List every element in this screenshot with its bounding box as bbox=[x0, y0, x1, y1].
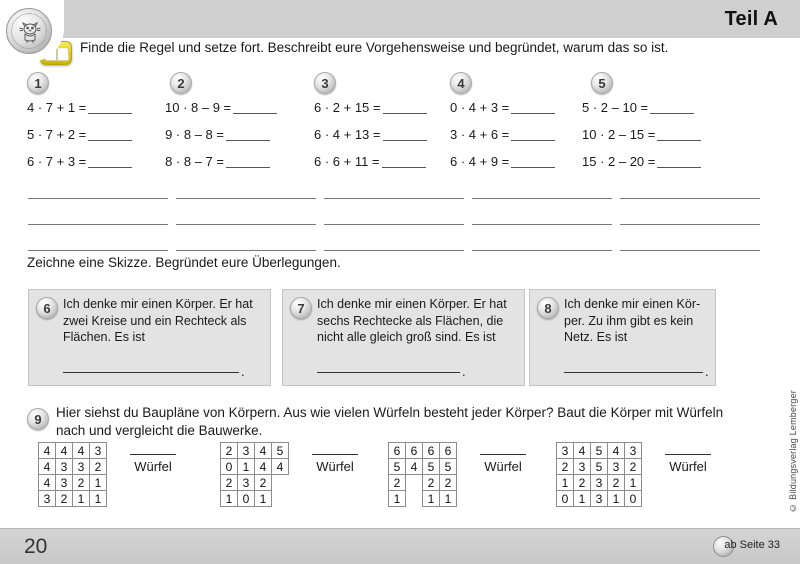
task-badge-9: 9 bbox=[27, 408, 49, 430]
grid-cell: 6 bbox=[389, 443, 406, 459]
task-badge: 3 bbox=[314, 72, 336, 94]
grid-cell: 4 bbox=[255, 459, 272, 475]
grid-cell: 1 bbox=[389, 491, 406, 507]
answer-blank[interactable] bbox=[233, 101, 277, 114]
writing-line[interactable] bbox=[472, 224, 612, 225]
writing-line[interactable] bbox=[472, 250, 612, 251]
answer-blank[interactable] bbox=[657, 155, 701, 168]
grid-cell: 2 bbox=[221, 443, 238, 459]
grid-cell-empty bbox=[272, 491, 289, 507]
grid-row bbox=[389, 443, 457, 459]
grid-row bbox=[221, 475, 289, 491]
page-title: Teil A bbox=[724, 8, 778, 30]
answer-blank[interactable] bbox=[511, 155, 555, 168]
grid-cell: 2 bbox=[255, 475, 272, 491]
cat-coin-logo-icon bbox=[6, 8, 52, 54]
skizze-instruction: Zeichne eine Skizze. Begründet eure Überlegungen. bbox=[27, 255, 341, 270]
grid-cell: 3 bbox=[56, 459, 73, 475]
grid-row bbox=[39, 491, 107, 507]
grid-cell: 2 bbox=[389, 475, 406, 491]
box-answer-blank[interactable] bbox=[63, 372, 239, 373]
bauplan-grid bbox=[220, 442, 289, 507]
grid-cell: 2 bbox=[608, 475, 625, 491]
grid-cell: 3 bbox=[608, 459, 625, 475]
equation: 9 · 8 – 8 = bbox=[165, 127, 270, 142]
grid-cell: 4 bbox=[39, 475, 56, 491]
task-badge: 5 bbox=[591, 72, 613, 94]
grid-row bbox=[557, 491, 642, 507]
box-badge: 7 bbox=[290, 297, 312, 319]
page-number: 20 bbox=[24, 535, 48, 558]
grid-cell: 6 bbox=[406, 443, 423, 459]
equation: 15 · 2 – 20 = bbox=[582, 154, 694, 169]
grid-row bbox=[39, 443, 107, 459]
answer-blank[interactable] bbox=[383, 101, 427, 114]
grid-cell: 3 bbox=[591, 475, 608, 491]
grid-cell: 4 bbox=[406, 459, 423, 475]
grid-cell: 1 bbox=[608, 491, 625, 507]
wuerfel-label: Würfel bbox=[484, 459, 522, 474]
bauplan-grid bbox=[38, 442, 107, 507]
grid-cell: 5 bbox=[591, 459, 608, 475]
writing-line[interactable] bbox=[28, 198, 168, 199]
box-period: . bbox=[462, 364, 466, 379]
wuerfel-answer-3 bbox=[472, 454, 534, 474]
grid-cell: 4 bbox=[39, 443, 56, 459]
answer-blank[interactable] bbox=[88, 128, 132, 141]
grid-cell: 2 bbox=[423, 475, 440, 491]
grid-cell-empty bbox=[406, 475, 423, 491]
task-badge: 4 bbox=[450, 72, 472, 94]
grid-row bbox=[389, 459, 457, 475]
equation: 10 · 8 – 9 = bbox=[165, 100, 270, 115]
grid-cell: 4 bbox=[272, 459, 289, 475]
writing-line[interactable] bbox=[176, 198, 316, 199]
grid-cell: 5 bbox=[272, 443, 289, 459]
grid-cell: 0 bbox=[221, 459, 238, 475]
grid-cell: 6 bbox=[440, 443, 457, 459]
equation: 6 · 2 + 15 = bbox=[314, 100, 414, 115]
body-box-6 bbox=[28, 289, 271, 386]
wuerfel-blank[interactable] bbox=[312, 454, 358, 455]
grid-cell: 1 bbox=[238, 459, 255, 475]
writing-line[interactable] bbox=[620, 224, 760, 225]
bauplan-group-4 bbox=[556, 442, 707, 507]
equation: 5 · 7 + 2 = bbox=[27, 127, 127, 142]
wuerfel-answer-2 bbox=[304, 454, 366, 474]
body-box-7 bbox=[282, 289, 525, 386]
grid-cell: 3 bbox=[557, 443, 574, 459]
answer-blank[interactable] bbox=[511, 101, 555, 114]
wuerfel-label: Würfel bbox=[669, 459, 707, 474]
equation: 3 · 4 + 6 = bbox=[450, 127, 546, 142]
grid-cell: 3 bbox=[90, 443, 107, 459]
grid-row bbox=[389, 475, 457, 491]
writing-line[interactable] bbox=[324, 250, 464, 251]
box-answer-blank[interactable] bbox=[317, 372, 460, 373]
grid-cell-empty bbox=[272, 475, 289, 491]
grid-row bbox=[39, 475, 107, 491]
grid-cell: 1 bbox=[221, 491, 238, 507]
grid-cell: 2 bbox=[625, 459, 642, 475]
bauplan-grid bbox=[556, 442, 642, 507]
grid-cell: 3 bbox=[625, 443, 642, 459]
writing-line[interactable] bbox=[472, 198, 612, 199]
task-badge: 2 bbox=[170, 72, 192, 94]
box-text: Ich denke mir einen Körper. Er hat zwei Kreise und ein Rechteck als Flächen. Es ist bbox=[63, 297, 253, 344]
answer-blank[interactable] bbox=[382, 155, 426, 168]
grid-cell: 3 bbox=[238, 475, 255, 491]
answer-blank[interactable] bbox=[511, 128, 555, 141]
box-period: . bbox=[705, 364, 709, 379]
writing-line[interactable] bbox=[28, 250, 168, 251]
bauplan-group-2 bbox=[220, 442, 354, 507]
box-answer-blank[interactable] bbox=[564, 372, 703, 373]
writing-line[interactable] bbox=[620, 198, 760, 199]
grid-cell: 1 bbox=[557, 475, 574, 491]
grid-cell: 1 bbox=[255, 491, 272, 507]
intro-instruction: Finde die Regel und setze fort. Beschreibt eure Vorgehensweise und begründet, warum das so ist. bbox=[80, 40, 669, 55]
equation: 5 · 2 – 10 = bbox=[582, 100, 694, 115]
grid-cell: 0 bbox=[557, 491, 574, 507]
grid-cell: 4 bbox=[39, 459, 56, 475]
answer-blank[interactable] bbox=[88, 155, 132, 168]
grid-cell: 2 bbox=[221, 475, 238, 491]
grid-cell: 4 bbox=[56, 443, 73, 459]
grid-row bbox=[557, 459, 642, 475]
bauplan-grid bbox=[388, 442, 457, 507]
grid-cell: 1 bbox=[625, 475, 642, 491]
writing-line[interactable] bbox=[324, 224, 464, 225]
answer-blank[interactable] bbox=[383, 128, 427, 141]
page-header bbox=[0, 0, 800, 38]
grid-cell: 1 bbox=[73, 491, 90, 507]
grid-row bbox=[221, 443, 289, 459]
answer-blank[interactable] bbox=[657, 128, 701, 141]
wuerfel-blank[interactable] bbox=[665, 454, 711, 455]
box-badge: 8 bbox=[537, 297, 559, 319]
grid-cell: 5 bbox=[389, 459, 406, 475]
equation: 6 · 6 + 11 = bbox=[314, 154, 414, 169]
grid-cell-empty bbox=[406, 491, 423, 507]
grid-cell: 4 bbox=[255, 443, 272, 459]
grid-cell: 3 bbox=[574, 459, 591, 475]
wuerfel-label: Würfel bbox=[316, 459, 354, 474]
answer-blank[interactable] bbox=[650, 101, 694, 114]
equation: 6 · 7 + 3 = bbox=[27, 154, 127, 169]
equation: 6 · 4 + 13 = bbox=[314, 127, 414, 142]
grid-cell: 1 bbox=[440, 491, 457, 507]
grid-cell: 3 bbox=[238, 443, 255, 459]
grid-cell: 2 bbox=[574, 475, 591, 491]
writing-line[interactable] bbox=[620, 250, 760, 251]
grid-cell: 5 bbox=[440, 459, 457, 475]
task-badge: 1 bbox=[27, 72, 49, 94]
task9-instruction: Hier siehst du Baupläne von Körpern. Aus wie vielen Würfeln besteht jeder Körper? Baut die Körper mit Würfeln nach und vergleicht die Bauwerke. bbox=[56, 405, 724, 438]
grid-cell: 1 bbox=[90, 491, 107, 507]
grid-cell: 4 bbox=[73, 443, 90, 459]
page-footer bbox=[0, 528, 800, 564]
grid-cell: 1 bbox=[423, 491, 440, 507]
grid-cell: 3 bbox=[73, 459, 90, 475]
answer-blank[interactable] bbox=[226, 155, 270, 168]
grid-cell: 2 bbox=[56, 491, 73, 507]
box-period: . bbox=[241, 364, 245, 379]
grid-cell: 2 bbox=[73, 475, 90, 491]
grid-row bbox=[389, 491, 457, 507]
grid-cell: 4 bbox=[608, 443, 625, 459]
grid-cell: 3 bbox=[56, 475, 73, 491]
grid-cell: 3 bbox=[591, 491, 608, 507]
writing-line[interactable] bbox=[28, 224, 168, 225]
grid-cell: 0 bbox=[238, 491, 255, 507]
page-reference: ab Seite 33 bbox=[724, 539, 780, 551]
box-text: Ich denke mir einen Kör-per. Zu ihm gibt es kein Netz. Es ist bbox=[564, 297, 701, 344]
grid-cell: 5 bbox=[591, 443, 608, 459]
grid-cell: 5 bbox=[423, 459, 440, 475]
grid-cell: 2 bbox=[557, 459, 574, 475]
grid-cell: 3 bbox=[39, 491, 56, 507]
equation: 8 · 8 – 7 = bbox=[165, 154, 270, 169]
bauplan-group-3 bbox=[388, 442, 522, 507]
box-badge: 6 bbox=[36, 297, 58, 319]
grid-row bbox=[557, 443, 642, 459]
grid-cell: 6 bbox=[423, 443, 440, 459]
grid-cell: 0 bbox=[625, 491, 642, 507]
body-box-8 bbox=[529, 289, 716, 386]
wuerfel-blank[interactable] bbox=[480, 454, 526, 455]
wuerfel-answer-1 bbox=[122, 454, 184, 474]
equation: 0 · 4 + 3 = bbox=[450, 100, 546, 115]
grid-cell: 4 bbox=[574, 443, 591, 459]
answer-blank[interactable] bbox=[88, 101, 132, 114]
grid-cell: 2 bbox=[440, 475, 457, 491]
box-text: Ich denke mir einen Körper. Er hat sechs Rechtecke als Flächen, die nicht alle gleich groß sind. Es ist bbox=[317, 297, 507, 344]
equation: 10 · 2 – 15 = bbox=[582, 127, 694, 142]
wuerfel-blank[interactable] bbox=[130, 454, 176, 455]
grid-cell: 1 bbox=[574, 491, 591, 507]
copyright-notice: © Bildungsverlag Lemberger bbox=[788, 390, 798, 513]
equation: 6 · 4 + 9 = bbox=[450, 154, 546, 169]
writing-line[interactable] bbox=[176, 224, 316, 225]
bauplan-group-1 bbox=[38, 442, 172, 507]
grid-row bbox=[221, 459, 289, 475]
wuerfel-label: Würfel bbox=[134, 459, 172, 474]
writing-line[interactable] bbox=[176, 250, 316, 251]
wuerfel-answer-4 bbox=[657, 454, 719, 474]
grid-row bbox=[39, 459, 107, 475]
grid-row bbox=[557, 475, 642, 491]
answer-blank[interactable] bbox=[226, 128, 270, 141]
writing-line[interactable] bbox=[324, 198, 464, 199]
grid-cell: 2 bbox=[90, 459, 107, 475]
grid-row bbox=[221, 491, 289, 507]
grid-cell: 1 bbox=[90, 475, 107, 491]
tasks-row bbox=[0, 72, 800, 172]
equation: 4 · 7 + 1 = bbox=[27, 100, 127, 115]
